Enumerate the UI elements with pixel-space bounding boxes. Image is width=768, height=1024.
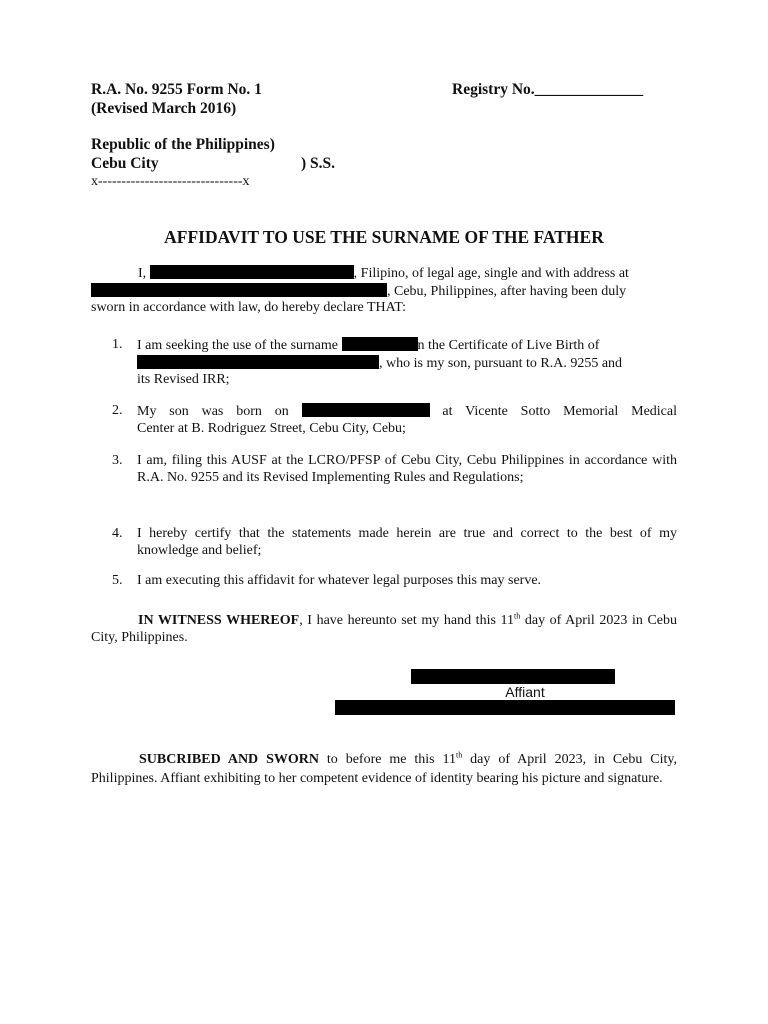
city-line: Cebu City bbox=[91, 155, 159, 172]
redacted-affiant-signature bbox=[411, 669, 615, 684]
list-item: 5. I am executing this affidavit for whatever legal purposes this may serve. bbox=[112, 573, 542, 588]
list-item: 2. My son was born on at Vicente Sotto Memorial Medical Center at B. Rodriguez Street, Cebu City, Cebu; bbox=[112, 403, 677, 436]
republic-line: Republic of the Philippines) bbox=[91, 136, 275, 153]
redacted-birth-date bbox=[302, 403, 430, 417]
form-number: R.A. No. 9255 Form No. 1 bbox=[91, 81, 262, 98]
revision-date: (Revised March 2016) bbox=[91, 100, 237, 117]
list-item: 4. I hereby certify that the statements made herein are true and correct to the best of my knowledge and belief; bbox=[112, 526, 677, 558]
ss-marker: ) S.S. bbox=[301, 155, 336, 172]
list-item: 1. I am seeking the use of the surname n the Certificate of Live Birth of , who is my son, pursuant to R.A. 9255 and its Revised IRR; bbox=[112, 337, 623, 387]
affiant-label: Affiant bbox=[505, 684, 545, 700]
jurat-paragraph: SUBCRIBED AND SWORN to before me this 11th day of April 2023, in Cebu City, Philippines. Affiant exhibiting to her competent evidence of identity bearing his picture and signature. bbox=[91, 750, 677, 786]
redacted-address bbox=[91, 283, 387, 297]
list-item: 3. I am, filing this AUSF at the LCRO/PFSP of Cebu City, Cebu Philippines in accordance with R.A. No. 9255 and its Revised Implementing Rules and Regulations; bbox=[112, 453, 677, 485]
redacted-affiant-name bbox=[150, 265, 354, 279]
intro-paragraph: I, , Filipino, of legal age, single and with address at , Cebu, Philippines, after having been duly sworn in accordance with law, do hereby declare THAT: bbox=[91, 266, 629, 315]
registry-number-label: Registry No.______________ bbox=[452, 81, 644, 98]
document-title: AFFIDAVIT TO USE THE SURNAME OF THE FATHER bbox=[164, 227, 604, 247]
separator-line: x-------------------------------x bbox=[91, 174, 250, 189]
witness-paragraph: IN WITNESS WHEREOF, I have hereunto set my hand this 11th day of April 2023 in Cebu City, Philippines. bbox=[91, 611, 677, 645]
redacted-child-name bbox=[137, 355, 379, 369]
redacted-affiant-details bbox=[335, 700, 675, 715]
redacted-surname bbox=[342, 337, 418, 351]
